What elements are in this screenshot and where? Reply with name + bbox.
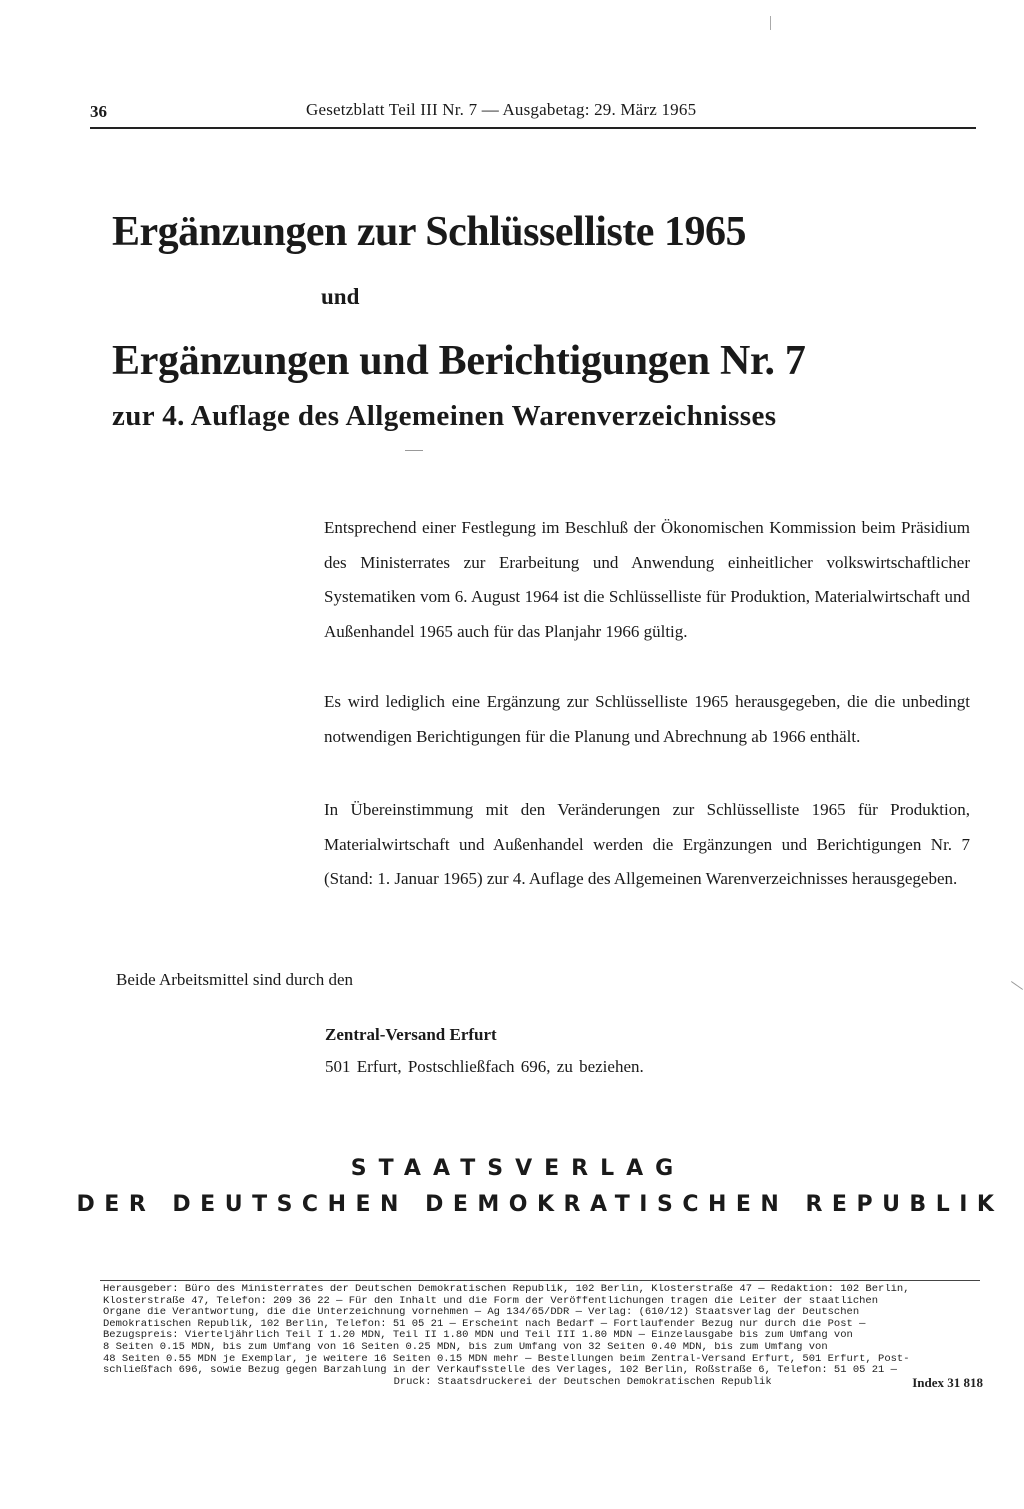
sub-heading: zur 4. Auflage des Allgemeinen Warenverzeichnisses: [112, 400, 777, 432]
scan-mark: [1011, 981, 1023, 990]
second-heading: Ergänzungen und Berichtigungen Nr. 7: [112, 338, 806, 384]
imprint-line: schließfach 696, sowie Bezug gegen Barzahlung in der Verkaufsstelle des Verlages, 102 Berlin, Roßstraße 6, Telefon: 51 05 21 —: [103, 1365, 897, 1377]
distributor-name: Zentral-Versand Erfurt: [325, 1025, 497, 1044]
imprint-line: Demokratischen Republik, 102 Berlin, Telefon: 51 05 21 — Erscheint nach Bedarf — Fortlaufender Bezug nur durch die Post —: [103, 1318, 866, 1330]
distribution-intro: Beide Arbeitsmittel sind durch den: [116, 970, 354, 989]
main-heading: Ergänzungen zur Schlüsselliste 1965: [112, 209, 746, 255]
imprint-line: Organe die Verantwortung, die die Unterzeichnung vornehmen — Ag 134/65/DDR — Verlag: (610/12) Staatsverlag der Deutschen: [103, 1307, 860, 1319]
print-shop-line: Druck: Staatsdruckerei der Deutschen Demokratischen Republik: [393, 1375, 772, 1388]
scan-mark: [770, 16, 771, 30]
imprint-line: 48 Seiten 0.55 MDN je Exemplar, je weitere 16 Seiten 0.15 MDN mehr — Bestellungen beim Zentral-Versand Erfurt, 501 Erfurt, Post-: [103, 1353, 910, 1365]
imprint: [103, 1284, 983, 1388]
imprint-line: Bezugspreis: Vierteljährlich Teil I 1.20 MDN, Teil II 1.80 MDN und Teil III 1.80 MDN — Einzelausgabe bis zum Umfang von: [103, 1330, 853, 1342]
publisher-line-2: DER DEUTSCHEN DEMOKRATISCHEN REPUBLIK: [76, 1192, 1004, 1217]
imprint-line: Herausgeber: Büro des Ministerrates der Deutschen Demokratischen Republik, 102 Berlin, Klosterstraße 47 — Redaktion: 102 Berlin,: [103, 1284, 910, 1295]
footer-rule: [100, 1280, 980, 1281]
index-number: Index 31 818: [912, 1374, 983, 1390]
imprint-line: 8 Seiten 0.15 MDN, bis zum Umfang von 16 Seiten 0.25 MDN, bis zum Umfang von 32 Seiten 0.40 MDN, bis zum Umfang von: [103, 1341, 828, 1353]
scan-mark: [405, 450, 423, 451]
spacer: [103, 1377, 253, 1389]
imprint-line: Klosterstraße 47, Telefon: 209 36 22 — Für den Inhalt und die Form der Veröffentlichungen tragen die Leiter der staatlichen: [103, 1295, 879, 1307]
page-number: 36: [90, 102, 107, 121]
paragraph-3: In Übereinstimmung mit den Veränderungen zur Schlüsselliste 1965 für Produktion, Materialwirtschaft und Außenhandel werden die Ergänzungen und Berichtigungen Nr. 7 (Stand: 1. Januar 1965) zur 4. Auflage des Allgemeinen Warenverzeichnisses herausgegeben.: [324, 800, 970, 888]
paragraph-1: Entsprechend einer Festlegung im Beschluß der Ökonomischen Kommission beim Präsidium des Ministerrates zur Erarbeitung und Anwendung einheitlicher volkswirtschaftlicher Systematiken vom 6. August 1964 ist die Schlüsselliste für Produktion, Materialwirtschaft und Außenhandel 1965 auch für das Planjahr 1966 gültig.: [324, 518, 970, 641]
paragraph-2: Es wird lediglich eine Ergänzung zur Schlüsselliste 1965 herausgegeben, die die unbedingt notwendigen Berichtigungen für die Planung und Abrechnung ab 1966 enthält.: [324, 692, 970, 746]
publisher-line-1: STAATSVERLAG: [350, 1156, 686, 1181]
running-header: Gesetzblatt Teil III Nr. 7 — Ausgabetag: 29. März 1965: [306, 100, 697, 119]
header-rule: [90, 127, 976, 129]
heading-connector: und: [321, 284, 360, 309]
distributor-address: 501 Erfurt, Postschließfach 696, zu beziehen.: [325, 1057, 644, 1076]
imprint-last-line: [103, 1374, 983, 1390]
